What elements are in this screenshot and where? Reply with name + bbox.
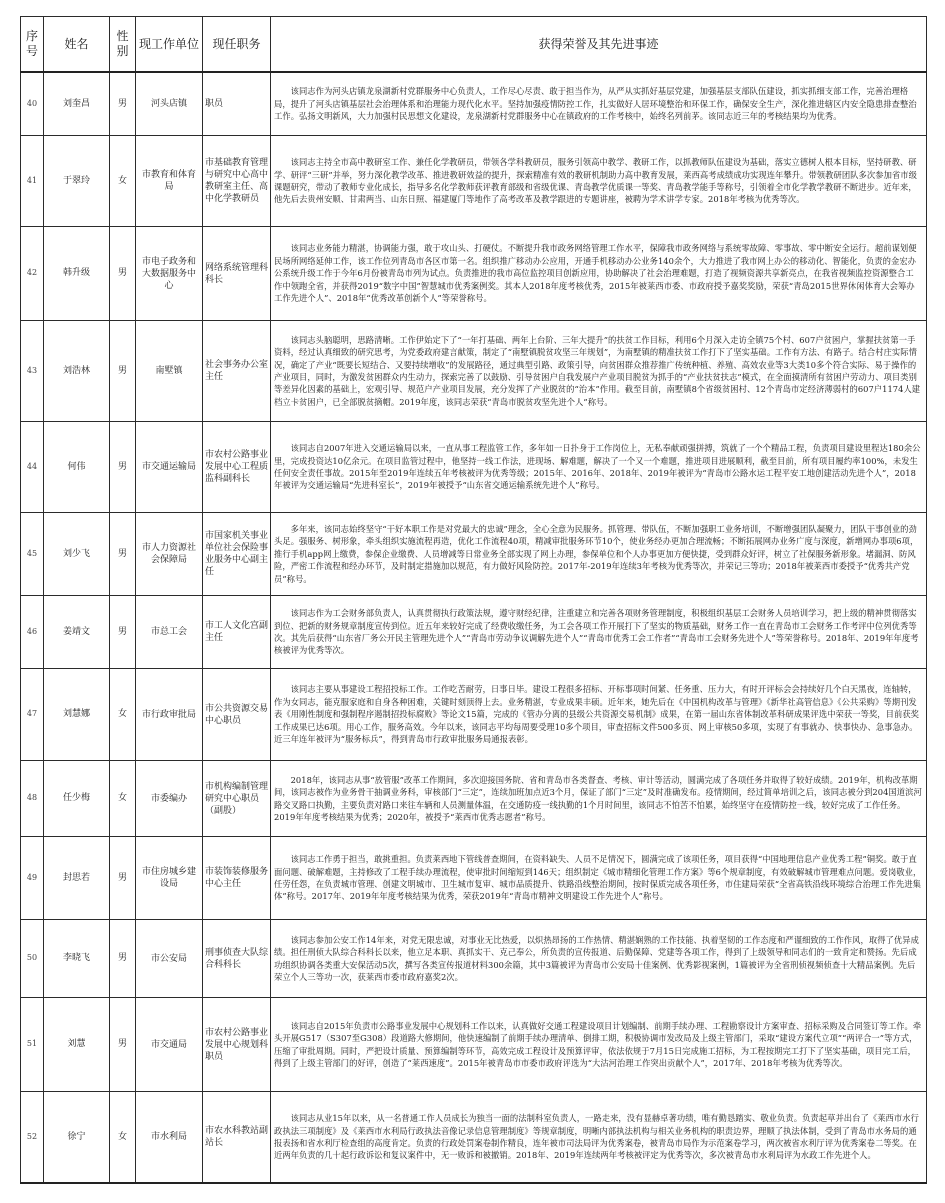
cell-position: 市机构编制管理研究中心职员（副股） xyxy=(203,761,271,837)
cell-unit: 市人力资源社会保障局 xyxy=(136,513,203,596)
cell-sex: 女 xyxy=(110,136,136,227)
cell-name: 任少梅 xyxy=(44,761,110,837)
cell-position: 刑事侦查大队综合科科长 xyxy=(203,920,271,998)
cell-sex: 男 xyxy=(110,321,136,422)
cell-sex: 男 xyxy=(110,422,136,513)
cell-no: 42 xyxy=(21,227,44,321)
cell-unit: 河头店镇 xyxy=(136,72,203,136)
cell-position: 市工人文化宫副主任 xyxy=(203,596,271,669)
cell-position: 市农水科教站副站长 xyxy=(203,1092,271,1184)
cell-no: 47 xyxy=(21,669,44,761)
cell-no: 40 xyxy=(21,72,44,136)
cell-name: 刘慧娜 xyxy=(44,669,110,761)
cell-sex: 女 xyxy=(110,669,136,761)
cell-deeds: 该同志头脑聪明，思路清晰。工作伊始定下了“一年打基础、两年上台阶、三年大提升”的扶贫工作目标，利用6个月深入走访全镇75个村、607户贫困户，掌握扶贫第一手资料，经过认真细致的研究思考，为党委政府建言献策，制定了“南墅镇脱贫攻坚三年规划”，为南墅镇的精准扶贫工作打下了坚实基础。工作有方法、有路子。结合村庄实际情况，确定了产业“既要长短结合、又要持续增收”的发展路径，通过典型引路、政策引导，向贫困群众推荐推广传统种植、养殖、高效农业等3大类10多个符合实际、易于操作的产业项目，同时，为激发贫困群众内生动力，探索完善了以鼓励、引导贫困户自我发展户产业项目脱贫为抓手的“产业扶贫扶志”模式，在全面摸清所有贫困户劳动力、项目类别等差异化因素的基础上，宏观引导、规范户产业项目发展，充分发挥了产业脱贫的“治本”作用。截至目前，南墅镇8个省级贫困村、12个青岛市定经济薄弱村的607户1174人建档立卡贫困户，已全部脱贫摘帽。2019年度，该同志荣获“青岛市脱贫攻坚先进个人”称号。 xyxy=(271,321,927,422)
header-row xyxy=(21,17,927,73)
cell-sex: 男 xyxy=(110,998,136,1092)
cell-name: 李晓飞 xyxy=(44,920,110,998)
cell-no: 45 xyxy=(21,513,44,596)
cell-position: 市国家机关事业单位社会保险事业服务中心副主任 xyxy=(203,513,271,596)
cell-deeds: 该同志主持全市高中教研室工作、兼任化学教研员，带领各学科教研员，服务引领高中教学、教研工作，以抓教师队伍建设为基础，落实立德树人根本目标，坚持研教、研学、研评“三研”并举，努力深化教学改革、推进教研效益的提升，探索精准有效的教研机制助力高中教育发展，莱西高考成绩成功实现连年攀升。带领教研团队多次参加省市级课题研究，带动了教师专业化成长，指导多名化学教师获评教育部级和省级优课、青岛教学优质课一等奖、青岛教学能手等称号，引领着全市化学教学教研不断进步。近年来，他先后去贵州安顺、甘肃两当、山东日照、福建厦门等地作了高考改革及教学跟进的专题讲座，被聘为学术讲学专家。2018年考核为优秀等次。 xyxy=(271,136,927,227)
cell-no: 49 xyxy=(21,837,44,920)
cell-name: 刘浩林 xyxy=(44,321,110,422)
cell-unit: 市水利局 xyxy=(136,1092,203,1184)
table-row xyxy=(21,422,927,513)
cell-name: 何伟 xyxy=(44,422,110,513)
cell-sex: 女 xyxy=(110,1092,136,1184)
cell-position: 社会事务办公室主任 xyxy=(203,321,271,422)
cell-deeds: 该同志主要从事建设工程招投标工作。工作吃苦耐劳，日事日毕。建设工程很多招标、开标事项时间紧、任务重、压力大，有时开评标会会持续好几个白天黑夜，连轴转，作为女同志，能克服家庭和自身各种困难，关键时刻顶得上去。业务精湛，专业成果丰硕。近年来，她先后在《中国机构改革与管理》《新华社高管信息》《公共采购》等期刊发表《用刚性制度和强制程序遏制招投标腐败》等论文15篇，完成的《管办分离的县级公共资源交易机制》成果，在第一届山东省体制改革科研成果评选中荣获一等奖，目前获奖工作成果已达6项。用心工作，服务高效。今年以来，该同志平均每周要受理10多个项目，审查招标文件500多页、网上审核50多项，实现了有事就办、快事快办、急事急办。近三年连年被评为“服务标兵”，得到青岛市行政审批服务局通报表彰。 xyxy=(271,669,927,761)
cell-unit: 市交通运输局 xyxy=(136,422,203,513)
cell-deeds: 该同志作为河头店镇龙泉湖新村党群服务中心负责人，工作尽心尽责、敢于担当作为，从严从实抓好基层党建，加强基层支部队伍建设，抓实抓细支部工作，完善治理格局，提升了河头店镇基层社会治理体系和治理能力现代化水平。坚持加强疫情防控工作，扎实做好人居环境整治和环保工作，确保安全生产，深化推进辖区内安全隐患排查整治工作。弘扬文明新风，大力加强村民思想文化建设，龙泉湖新村党群服务中心在镇政府的工作考核中，始终名列前茅。该同志近三年的考核结果均为优秀。 xyxy=(271,72,927,136)
cell-unit: 市公安局 xyxy=(136,920,203,998)
cell-no: 52 xyxy=(21,1092,44,1184)
cell-unit: 市电子政务和大数据服务中心 xyxy=(136,227,203,321)
cell-sex: 男 xyxy=(110,920,136,998)
cell-unit: 南墅镇 xyxy=(136,321,203,422)
cell-no: 41 xyxy=(21,136,44,227)
cell-no: 50 xyxy=(21,920,44,998)
cell-name: 于翠玲 xyxy=(44,136,110,227)
cell-no: 46 xyxy=(21,596,44,669)
cell-position: 市农村公路事业发展中心工程质监科副科长 xyxy=(203,422,271,513)
column-header-name: 姓名 xyxy=(44,17,110,73)
cell-unit: 市总工会 xyxy=(136,596,203,669)
cell-sex: 男 xyxy=(110,837,136,920)
table-row xyxy=(21,920,927,998)
cell-deeds: 该同志作为工会财务部负责人，认真贯彻执行政策法规，遵守财经纪律，注重建立和完善各项财务管理制度，积极组织基层工会财务人员培训学习，把上级的精神贯彻落实到位、把新的财务规章制度宣传到位。近五年来较好完成了经费收缴任务，为工会各项工作开展打下了坚实的物质基础，财务工作一直在青岛市工会财务工作考评中位列优秀等次。其先后获得“山东省厂务公开民主管理先进个人”“青岛市劳动争议调解先进个人”“青岛市优秀工会工作者”“青岛市工会财务先进个人”等荣誉称号。2018年、2019年年度考核被评为优秀等次。 xyxy=(271,596,927,669)
cell-no: 43 xyxy=(21,321,44,422)
cell-unit: 市住房城乡建设局 xyxy=(136,837,203,920)
cell-position: 网络系统管理科科长 xyxy=(203,227,271,321)
cell-deeds: 该同志自2007年进入交通运输局以来，一直从事工程监管工作，多年如一日扑身于工作岗位上，无私奉献顽强拼搏，筑就了一个个精品工程，负责项目建设里程达180余公里，完成投资达10亿余元。在项目监管过程中，他坚持一线工作法，进现场、解难题，解决了一个又一个难题，推进项目进展顺利，截至目前，所有项目履约率100%，未发生任何安全责任事故。2015年至2019年连续五年考核被评为优秀等级；2015年、2016年、2018年、2019年被评为“青岛市公路水运工程平安工地创建活动先进个人”，2018年被评为交通运输局“先进科室长”，2019年被授予“山东省交通运输系统先进个人”称号。 xyxy=(271,422,927,513)
cell-no: 51 xyxy=(21,998,44,1092)
table-row xyxy=(21,227,927,321)
cell-position: 市装饰装修服务中心主任 xyxy=(203,837,271,920)
cell-name: 徐宁 xyxy=(44,1092,110,1184)
cell-name: 姜靖文 xyxy=(44,596,110,669)
table-row xyxy=(21,136,927,227)
cell-unit: 市行政审批局 xyxy=(136,669,203,761)
cell-deeds: 该同志参加公安工作14年来，对党无限忠诚，对事业无比热爱，以炽热昂扬的工作热情、精湛娴熟的工作技能、执着坚韧的工作态度和严谨细致的工作作风，取得了优异成绩。担任刑侦大队综合科科长以来，他立足本职、真抓实干、克己奉公，所负责的宣传报道、后勤保障、党建等各项工作，得到了上级领导和同志们的一致肯定和赞扬。先后成功组织协调各类重大安保活动5次，撰写各类宣传报道材料300余篇，其中3篇被评为青岛市公安局十佳案例、优秀影视案例，1篇被评为全省刑侦视频侦查十大精品案例。先后荣立个人三等功一次，获莱西市委市政府嘉奖2次。 xyxy=(271,920,927,998)
cell-name: 封思若 xyxy=(44,837,110,920)
column-header-unit: 现工作单位 xyxy=(136,17,203,73)
honor-roster-sheet xyxy=(20,16,927,1184)
cell-deeds: 2018年，该同志从事“放管服”改革工作期间，多次迎接国务院、省和青岛市各类督查、考核、审计等活动，圆满完成了各项任务并取得了较好成绩。2019年，机构改革期间，该同志被作为业务骨干抽调业务科，审核部门“三定”，连续加班加点近3个月，保证了部门“三定”及时准确发布。疫情期间，经过简单培训之后，该同志被分到204国道滨河路交叉路口执勤，主要负责对路口来往车辆和人员测量体温，在交通防疫一线执勤的1个月时间里，该同志不怕苦不怕累，始终坚守在疫情防控一线，较好完成了工作任务。2019年年度考核结果为优秀；2020年，被授予“莱西市优秀志愿者”称号。 xyxy=(271,761,927,837)
honor-roster-table xyxy=(20,16,927,1184)
cell-position: 职员 xyxy=(203,72,271,136)
cell-no: 48 xyxy=(21,761,44,837)
cell-sex: 女 xyxy=(110,761,136,837)
cell-sex: 男 xyxy=(110,72,136,136)
table-row xyxy=(21,998,927,1092)
table-row xyxy=(21,1092,927,1184)
cell-unit: 市交通局 xyxy=(136,998,203,1092)
cell-position: 市公共资源交易中心职员 xyxy=(203,669,271,761)
cell-deeds: 该同志工作勇于担当，敢挑重担。负责莱西地下管线普查期间，在资料缺失、人员不足情况下，圆满完成了该项任务，项目获得“中国地理信息产业优秀工程”铜奖。敢于直面问题、破解难题，主持修改了工程手续办理流程，使审批时间缩短到146天；组织制定《城市精细化管理工作方案》等6个规章制度，有效破解城市管理难点问题。爱岗敬业，任劳任怨，在负责城市管理、创建文明城市、卫生城市复审、城市品质提升、铁路沿线整治期间，按时保质完成各项任务，市住建局荣获“全省高铁沿线环境综合治理工作先进集体”称号。2017年、2019年年度考核结果为优秀，荣获2019年“青岛市精神文明建设工作先进个人”称号。 xyxy=(271,837,927,920)
column-header-sex: 性别 xyxy=(110,17,136,73)
table-row xyxy=(21,321,927,422)
cell-position: 市基础教育管理与研究中心高中教研室主任、高中化学教研员 xyxy=(203,136,271,227)
table-row xyxy=(21,513,927,596)
cell-sex: 男 xyxy=(110,227,136,321)
cell-sex: 男 xyxy=(110,513,136,596)
cell-name: 刘少飞 xyxy=(44,513,110,596)
table-row xyxy=(21,669,927,761)
column-header-position: 现任职务 xyxy=(203,17,271,73)
table-row xyxy=(21,72,927,136)
cell-name: 刘奎昌 xyxy=(44,72,110,136)
cell-name: 刘慧 xyxy=(44,998,110,1092)
cell-deeds: 该同志从业15年以来，从一名普通工作人员成长为独当一面的法制科室负责人，一路走来，没有显赫卓著功绩，唯有勤恳踏实、敬业负责。负责起草并出台了《莱西市水行政执法三项制度》及《莱西市水利局行政执法音像记录信息管理制度》等规章制度，明晰内部执法机构与相关业务机构的职责边界，理顺了执法体制，受到了青岛市水务局的通报表扬和省水利厅检查组的高度肯定。负责的行政处罚案卷制作精良，连年被市司法局评为优秀案卷，被青岛市局作为示范案卷学习，两次被省水利厅评为优秀案卷二等奖。在近两年负责的几十起行政诉讼和复议案件中，无一败诉和被撤销。2018年、2019年连续两年考核被评定为优秀等次，多次被青岛市水利局评为水政工作先进个人。 xyxy=(271,1092,927,1184)
cell-sex: 男 xyxy=(110,596,136,669)
cell-deeds: 该同志业务能力精湛，协调能力强，敢于攻山头、打硬仗。不断提升我市政务网络管理工作水平，保障我市政务网络与系统零故障、零事故、零中断安全运行。超前谋划便民场所网络延伸工作，该工作位列青岛市各区市第一名。组织推广移动办公应用，开通手机移动办公业务140余个，大力推进了我市网上办公的移动化、智能化，负责的金宏办公系统升级工作于今年6月份被青岛市列为试点。负责推进的我市高位监控项目创新应用，协助解决了社会治理难题，打造了视频资源共享新亮点，在我省视频监控资源整合工作中领跑全省，并获得2019“数字中国”智慧城市优秀案例奖。其本人2018年度考核优秀，2015年被莱西市委、市政府授予嘉奖奖励，荣获“青岛2015世界休闲体育大会筹办工作先进个人”、2018年“优秀改革创新个人”等荣誉称号。 xyxy=(271,227,927,321)
cell-position: 市农村公路事业发展中心规划科职员 xyxy=(203,998,271,1092)
cell-no: 44 xyxy=(21,422,44,513)
table-row xyxy=(21,596,927,669)
cell-unit: 市教育和体育局 xyxy=(136,136,203,227)
cell-unit: 市委编办 xyxy=(136,761,203,837)
cell-deeds: 多年来，该同志始终坚守“干好本职工作是对党最大的忠诚”理念，全心全意为民服务。抓管理、带队伍，不断加强职工业务培训，不断增强团队凝聚力，团队干事创业的劲头足。强服务、树形象，牵头组织实施流程再造，优化工作流程40项，精减审批服务环节10个，使业务经办更加合理流畅；不断拓展网办业务广度与深度，新增网办事项6项，推行手机app网上缴费，参保企业缴费、人员增减等日常业务全部实现了网上办理，参保单位和个人办事更加方便快捷，受到群众好评，树立了社保服务新形象。堵漏洞、防风险，严密工作流程和经办环节，及时制定措施加以规范，有力做好风险防控。2017年-2019年连续3年考核为优秀等次，并荣记三等功；2018年被莱西市委授予“优秀共产党员”称号。 xyxy=(271,513,927,596)
column-header-no: 序号 xyxy=(21,17,44,73)
column-header-deeds: 获得荣誉及其先进事迹 xyxy=(271,17,927,73)
table-row xyxy=(21,837,927,920)
cell-deeds: 该同志自2015年负责市公路事业发展中心规划科工作以来，认真做好交通工程建设项目计划编制、前期手续办理、工程勘察设计方案审查、招标采购及合同签订等工作。牵头开展G517（S307至G308）段道路大修期间，他快速编制了前期手续办理清单、倒排工期，积极协调市发改局及上级主管部门，采取“建设方案代立项”“两评合一”等方式，压缩了审批周期。同时，严把设计质量、预算编制等环节，高效完成工程设计及预算评审，依法依规于7月15日完成施工招标，为工程按期完工打下了坚实基础，项目完工后，得到了上级主管部门的好评，创造了“莱西速度”。2015年被青岛市市委市政府评选为“大沽河治理工作突出贡献个人”，2017年、2018年考核为优秀等次。 xyxy=(271,998,927,1092)
cell-name: 韩升级 xyxy=(44,227,110,321)
table-row xyxy=(21,761,927,837)
